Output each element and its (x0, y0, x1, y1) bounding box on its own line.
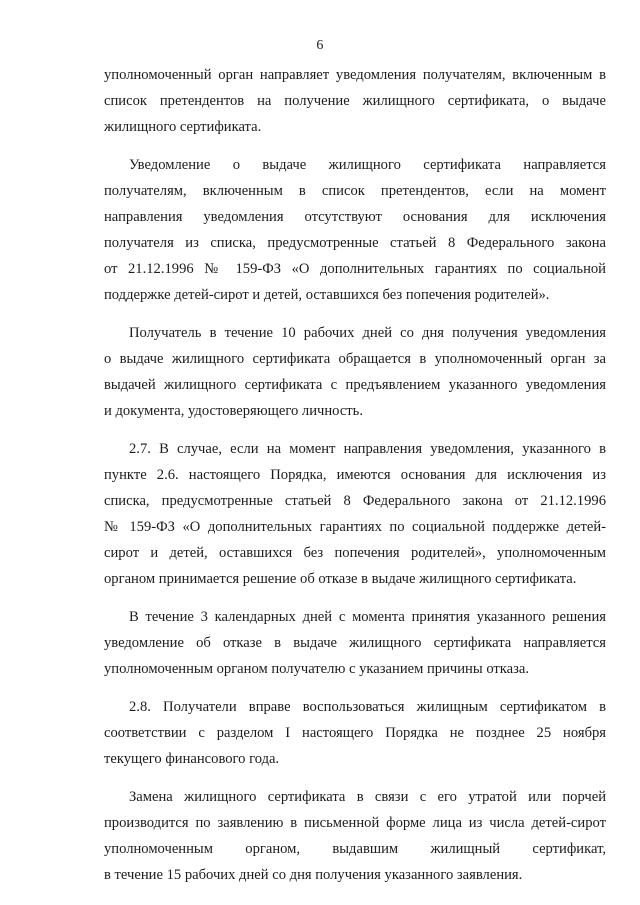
text-line: производится по заявлению в письменной форме лица из числа детей-сирот (104, 815, 606, 831)
text-line: уполномоченным органом, выдавшим жилищный сертификат, (104, 841, 606, 857)
text-line: списка, предусмотренные статьей 8 Федерального закона от 21.12.1996 (104, 493, 606, 509)
text-line: Получатель в течение 10 рабочих дней со дня получения уведомления (129, 325, 606, 341)
paragraph (104, 784, 606, 888)
text-line: в течение 15 рабочих дней со дня получения указанного заявления. (104, 867, 523, 883)
text-line: поддержке детей-сирот и детей, оставшихся без попечения родителей». (104, 287, 550, 303)
paragraph (104, 604, 606, 682)
text-line: направления уведомления отсутствуют основания для исключения (104, 209, 606, 225)
text-line: получателям, включенным в список претендентов, если на момент (104, 183, 606, 199)
text-line: сирот и детей, оставшихся без попечения родителей», уполномоченным (104, 545, 606, 561)
paragraph (104, 320, 606, 424)
text-line: органом принимается решение об отказе в выдаче жилищного сертификата. (104, 571, 577, 587)
text-line: соответствии с разделом I настоящего Порядка не позднее 25 ноября (104, 725, 606, 741)
paragraph (104, 152, 606, 308)
text-line: от 21.12.1996 № 159-ФЗ «О дополнительных гарантиях по социальной (104, 261, 606, 277)
text-line: выдачей жилищного сертификата с предъявлением указанного уведомления (104, 377, 606, 393)
text-line: 2.7. В случае, если на момент направления уведомления, указанного в (129, 441, 606, 457)
paragraph (104, 436, 606, 592)
text-line: получателя из списка, предусмотренные статьей 8 Федерального закона (104, 235, 606, 251)
page-number: 6 (316, 38, 324, 53)
text-line: уполномоченный орган направляет уведомления получателям, включенным в (104, 67, 606, 83)
text-line: текущего финансового года. (104, 751, 280, 767)
document-body (104, 62, 606, 900)
text-line: В течение 3 календарных дней с момента принятия указанного решения (129, 609, 606, 625)
text-line: уполномоченным органом получателю с указанием причины отказа. (104, 661, 530, 677)
text-line: 2.8. Получатели вправе воспользоваться жилищным сертификатом в (129, 699, 606, 715)
text-line: Замена жилищного сертификата в связи с его утратой или порчей (129, 789, 606, 805)
text-line: о выдаче жилищного сертификата обращается в уполномоченный орган за (104, 351, 606, 367)
text-line: Уведомление о выдаче жилищного сертификата направляется (129, 157, 606, 173)
text-line: список претендентов на получение жилищного сертификата, о выдаче (104, 93, 606, 109)
text-line: жилищного сертификата. (104, 119, 262, 135)
text-line: № 159-ФЗ «О дополнительных гарантиях по социальной поддержке детей- (104, 519, 606, 535)
text-line: уведомление об отказе в выдаче жилищного сертификата направляется (104, 635, 606, 651)
paragraph (104, 694, 606, 772)
text-line: пункте 2.6. настоящего Порядка, имеются основания для исключения из (104, 467, 606, 483)
text-line: и документа, удостоверяющего личность. (104, 403, 363, 419)
paragraph (104, 62, 606, 140)
